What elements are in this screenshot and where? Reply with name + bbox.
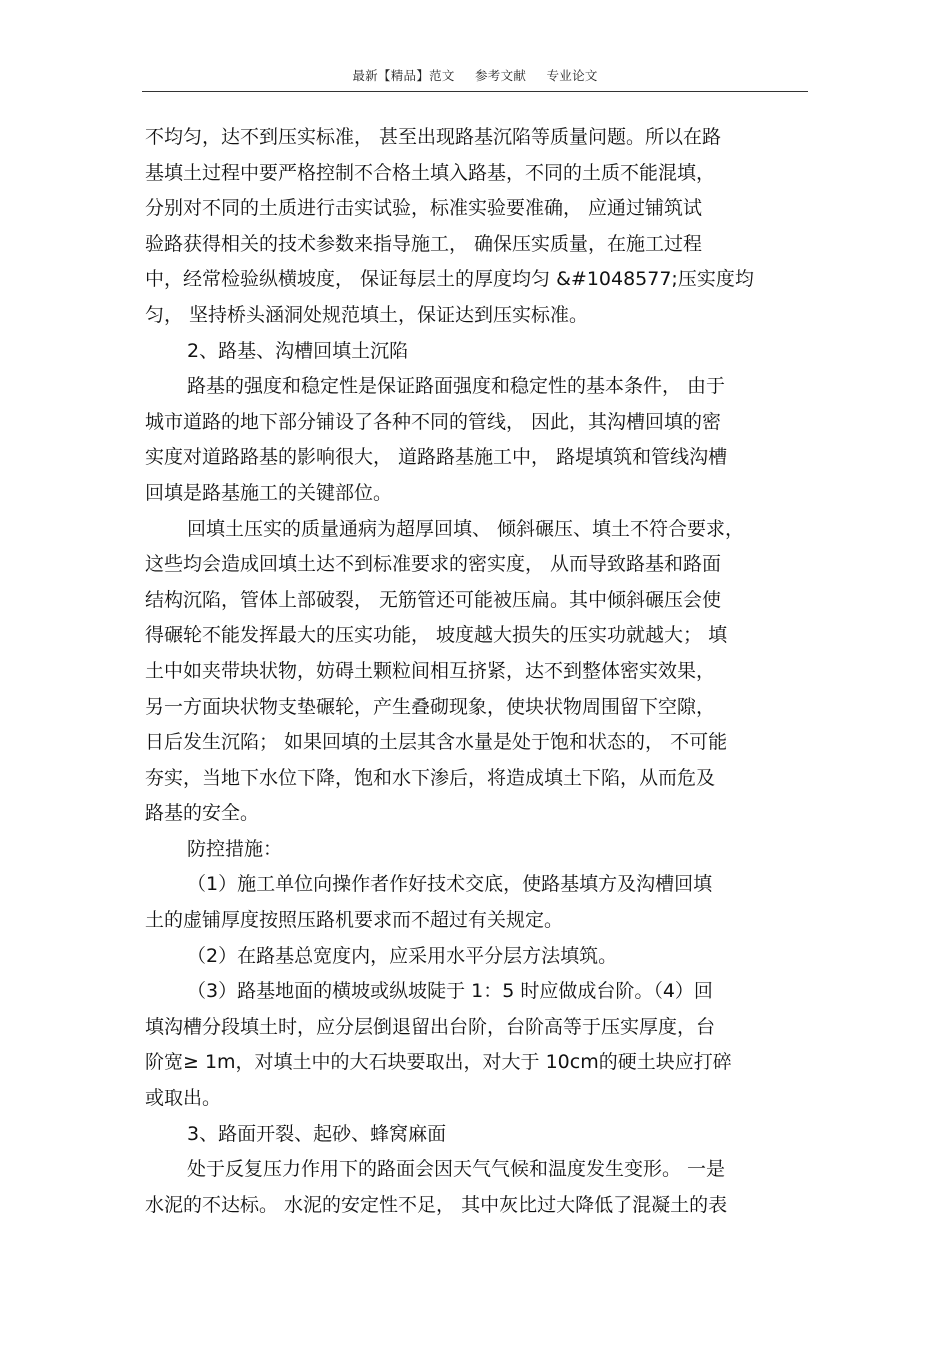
text-line: 路基的安全。 <box>145 802 260 825</box>
text-line: 结构沉陷，管体上部破裂， 无筋管还可能被压扁。其中倾斜碾压会使 <box>145 588 722 611</box>
text-line: 城市道路的地下部分铺设了各种不同的管线， 因此，其沟槽回填的密 <box>145 410 722 433</box>
text-line: 匀， 坚持桥头涵洞处规范填土，保证达到压实标准。 <box>145 303 589 326</box>
text-line: 验路获得相关的技术参数来指导施工， 确保压实质量，在施工过程 <box>145 232 703 255</box>
text-line: （1）施工单位向操作者作好技术交底，使路基填方及沟槽回填 <box>187 873 713 896</box>
header-item-featured: 最新【精品】范文 <box>352 68 455 83</box>
text-line: 这些均会造成回填土达不到标准要求的密实度， 从而导致路基和路面 <box>145 553 722 576</box>
text-line: 填沟槽分段填土时，应分层倒退留出台阶，台阶高等于压实厚度，台 <box>145 1015 716 1038</box>
text-line: 土中如夹带块状物，妨碍土颗粒间相互挤紧，达不到整体密实效果， <box>145 659 716 682</box>
text-line: 3、路面开裂、起砂、蜂窝麻面 <box>187 1122 447 1145</box>
header-item-papers: 专业论文 <box>546 68 598 83</box>
text-line: 基填土过程中要严格控制不合格土填入路基，不同的土质不能混填， <box>145 161 716 184</box>
text-line: 分别对不同的土质进行击实试验，标准实验要准确， 应通过铺筑试 <box>145 197 703 220</box>
text-line: 另一方面块状物支垫碾轮，产生叠砌现象，使块状物周围留下空隙， <box>145 695 716 718</box>
text-line: 得碾轮不能发挥最大的压实功能， 坡度越大损失的压实功就越大； 填 <box>145 624 728 647</box>
text-line: 2、路基、沟槽回填土沉陷 <box>187 339 409 362</box>
text-line: （3）路基地面的横坡或纵坡陡于 1：5 时应做成台阶。（4）回 <box>187 980 713 1003</box>
text-line: （2）在路基总宽度内，应采用水平分层方法填筑。 <box>187 944 618 967</box>
document-body <box>145 120 810 1223</box>
header-item-references: 参考文献 <box>475 68 527 83</box>
text-line: 水泥的不达标。 水泥的安定性不足， 其中灰比过大降低了混凝土的表 <box>145 1193 728 1216</box>
text-line: 阶宽≥ 1m，对填土中的大石块要取出，对大于 10cm的硬土块应打碎 <box>145 1051 732 1074</box>
text-line: 中，经常检验纵横坡度， 保证每层土的厚度均匀 &#1048577;压实度均 <box>145 268 754 291</box>
page-header <box>142 66 808 84</box>
text-line: 不均匀，达不到压实标准， 甚至出现路基沉陷等质量问题。所以在路 <box>145 126 722 148</box>
text-line: 实度对道路路基的影响很大， 道路路基施工中， 路堤填筑和管线沟槽 <box>145 446 728 469</box>
text-line: 回填是路基施工的关键部位。 <box>145 481 393 504</box>
text-line: 防控措施： <box>187 837 283 860</box>
text-line: 夯实，当地下水位下降，饱和水下渗后，将造成填土下陷，从而危及 <box>145 766 716 789</box>
text-line: 土的虚铺厚度按照压路机要求而不超过有关规定。 <box>145 909 564 932</box>
header-divider <box>142 91 808 92</box>
text-line: 或取出。 <box>145 1087 222 1110</box>
text-line: 日后发生沉陷； 如果回填的土层其含水量是处于饱和状态的， 不可能 <box>145 731 728 754</box>
text-line: 回填土压实的质量通病为超厚回填、 倾斜碾压、填土不符合要求， <box>187 517 745 540</box>
text-line: 处于反复压力作用下的路面会因天气气候和温度发生变形。 一是 <box>187 1158 726 1181</box>
text-line: 路基的强度和稳定性是保证路面强度和稳定性的基本条件， 由于 <box>187 375 726 398</box>
